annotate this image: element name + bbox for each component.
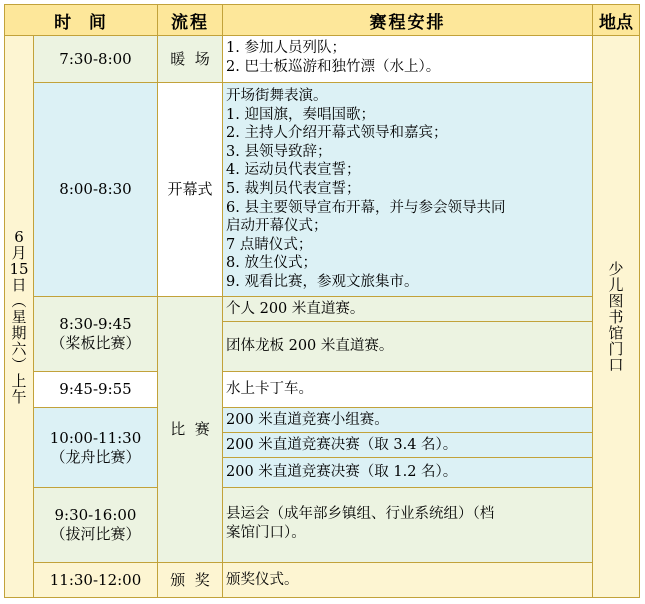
dragon-time <box>34 408 158 488</box>
paddle-time-range: 8:30-9:45 <box>59 315 132 333</box>
paddle-item-individual: 个人 200 米直道赛。 <box>223 297 593 322</box>
tug-item-line: 案馆门口）。 <box>226 524 306 541</box>
schedule-item: 开场街舞表演。 <box>226 88 328 104</box>
award-item: 颁奖仪式。 <box>223 563 593 598</box>
tug-event-name: （拔河比赛） <box>50 525 141 543</box>
tug-time <box>34 488 158 563</box>
paddle-event-name: （桨板比赛） <box>50 334 141 352</box>
location-char: 图 <box>608 291 624 310</box>
opening-process: 开幕式 <box>158 83 223 297</box>
warmup-time: 7:30-8:00 <box>34 36 158 83</box>
header-time <box>4 4 158 36</box>
tug-item <box>223 488 593 563</box>
date-char: 午 <box>11 387 27 406</box>
location-char: 少 <box>608 259 624 278</box>
schedule-item: 8. 放生仪式； <box>226 255 317 272</box>
date-char: ︶ <box>11 355 27 374</box>
header-process <box>158 4 223 36</box>
date-char: 15 <box>9 259 29 278</box>
header-schedule-label: 赛程安排 <box>369 12 446 33</box>
tug-time-range: 9:30-16:00 <box>54 506 137 524</box>
schedule-item: 9. 观看比赛，参观文旅集市。 <box>226 273 419 290</box>
paddle-time <box>34 297 158 372</box>
location-char: 口 <box>608 355 624 374</box>
location-char: 书 <box>608 307 624 326</box>
header-schedule <box>223 4 593 36</box>
kart-item: 水上卡丁车。 <box>223 372 593 408</box>
tug-item-line: 县运会（成年部乡镇组、行业系统组）（档 <box>226 506 495 522</box>
date-column <box>4 36 34 598</box>
schedule-item: 4. 运动员代表宣誓； <box>226 162 361 179</box>
schedule-item: 1. 参加人员列队； <box>226 40 346 56</box>
dragon-event-name: （龙舟比赛） <box>50 447 141 466</box>
opening-schedule <box>223 83 593 297</box>
location-column <box>593 36 640 598</box>
schedule-item: 6. 县主要领导宣布开幕，并与参会领导共同 <box>226 199 506 216</box>
competition-process: 比 赛 <box>158 297 223 563</box>
award-time: 11:30-12:00 <box>34 563 158 598</box>
header-process-label: 流程 <box>171 12 209 33</box>
header-location-label: 地点 <box>599 12 633 33</box>
header-location <box>593 4 640 36</box>
schedule-item: 2. 巴士板巡游和独竹漂（水上）。 <box>226 58 441 75</box>
dragon-item-final-34: 200 米直道竞赛决赛（取 3.4 名）。 <box>223 433 593 458</box>
date-char: 6 <box>14 227 24 246</box>
opening-time: 8:00-8:30 <box>34 83 158 297</box>
paddle-item-team: 团体龙板 200 米直道赛。 <box>223 322 593 372</box>
date-char: 上 <box>11 371 27 390</box>
warmup-process: 暖 场 <box>158 36 223 83</box>
location-char: 馆 <box>608 323 624 342</box>
schedule-item: 3. 县领导致辞； <box>226 143 332 160</box>
dragon-item-final-12: 200 米直道竞赛决赛（取 1.2 名）。 <box>223 458 593 488</box>
date-char: 日 <box>11 275 27 294</box>
dragon-item-group: 200 米直道竞赛小组赛。 <box>223 408 593 433</box>
date-char: 月 <box>11 243 27 262</box>
dragon-time-range: 10:00-11:30 <box>49 428 142 447</box>
warmup-schedule <box>223 36 593 83</box>
schedule-item: 启动开幕仪式； <box>226 218 328 235</box>
schedule-item: 1. 迎国旗，奏唱国歌； <box>226 106 375 123</box>
schedule-item: 5. 裁判员代表宣誓； <box>226 180 361 197</box>
date-char: ︵ <box>11 291 27 310</box>
date-char: 星 <box>11 307 27 326</box>
date-char: 六 <box>11 339 27 358</box>
header-time-label: 时 间 <box>54 12 108 33</box>
schedule-item: 2. 主持人介绍开幕式领导和嘉宾； <box>226 125 448 142</box>
award-process: 颁 奖 <box>158 563 223 598</box>
location-char: 门 <box>608 339 624 358</box>
location-char: 儿 <box>608 275 624 294</box>
schedule-item: 7 点睛仪式； <box>226 236 313 253</box>
date-char: 期 <box>11 323 27 342</box>
kart-time: 9:45-9:55 <box>34 372 158 408</box>
